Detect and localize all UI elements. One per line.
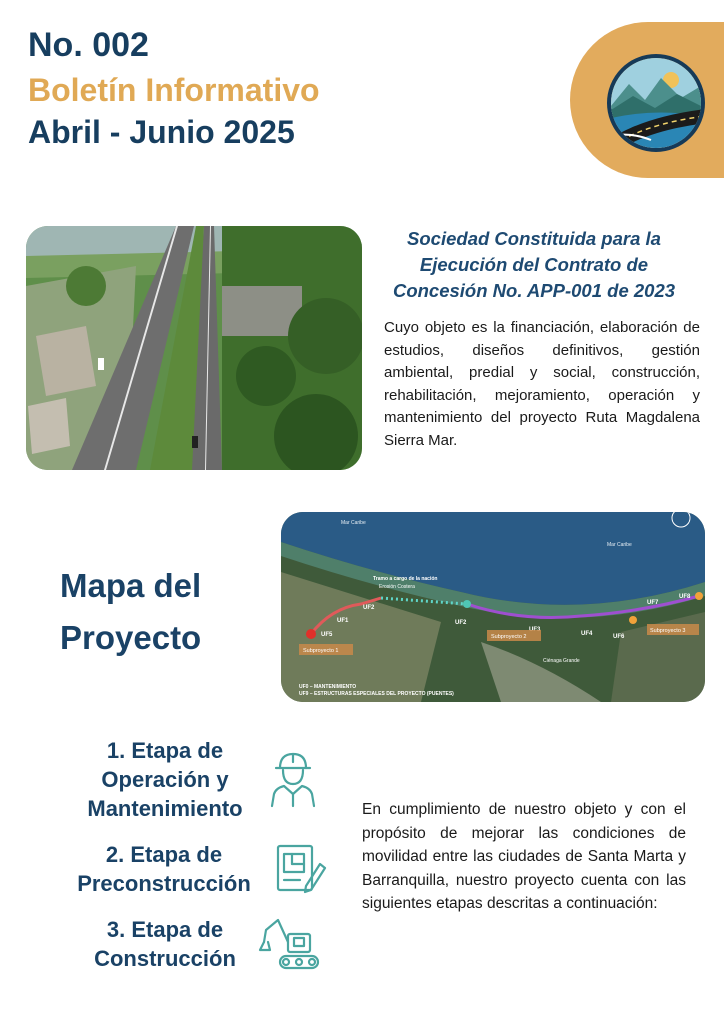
- stage-construction: [72, 915, 258, 973]
- map-marker-start: [306, 629, 316, 639]
- map-label-uf2-b: UF2: [455, 620, 467, 626]
- stage-1-line-2: Operación y: [101, 767, 229, 792]
- map-label-uf8: UF8: [679, 594, 691, 600]
- stage-3-line-1: 3. Etapa de: [106, 917, 224, 942]
- society-description: Cuyo objeto es la financiación, elaboración de estudios, diseños definitivos, gestión ambiental, predial y social, construcción, rehabilitación, mejoramiento, operación y mantenimiento del proyecto Ruta Magdalena Sierra Mar.: [384, 319, 700, 449]
- stage-operation-maintenance: [70, 736, 260, 823]
- stage-preconstruction: [64, 840, 264, 898]
- map-label-erosion: Erosión Costera: [379, 584, 415, 590]
- stage-2-line-1: 2. Etapa de: [105, 842, 223, 867]
- map-label-cienaga: Ciénaga Grande: [543, 658, 580, 664]
- map-marker-uf6: [629, 616, 637, 624]
- map-label-uf5: UF5: [321, 632, 333, 638]
- worker-icon: [268, 750, 318, 808]
- map-label-tramo: Tramo a cargo de la nación: [373, 576, 438, 582]
- bulletin-number: No. 002: [28, 26, 149, 64]
- compliance-paragraph: En cumplimiento de nuestro objeto y con el propósito de mejorar las condiciones de movilidad entre las ciudades de Santa Marta y Barranquilla, nuestro proyecto cuenta con las siguientes etapas descritas a continuación:: [362, 801, 686, 912]
- map-label-uf2-a: UF2: [363, 605, 375, 611]
- map-label-sea-left: Mar Caribe: [341, 520, 366, 526]
- map-label-uf4: UF4: [581, 631, 593, 637]
- map-title-line-2: Proyecto: [60, 619, 202, 656]
- map-label-subproyecto-3: Subproyecto 3: [650, 628, 686, 634]
- stage-3-line-2: Construcción: [94, 946, 236, 971]
- map-legend-uf0: UF0 – MANTENIMIENTO: [299, 684, 357, 690]
- stage-2-line-2: Preconstrucción: [77, 871, 251, 896]
- map-marker-end: [695, 592, 703, 600]
- society-title: Sociedad Constituida para la Ejecución del Contrato de Concesión No. APP-001 de 2023: [392, 228, 676, 301]
- map-marker-mid: [463, 600, 471, 608]
- project-map: [281, 512, 705, 702]
- bulletin-title: Boletín Informativo: [28, 72, 320, 108]
- stage-1-line-3: Mantenimiento: [87, 796, 243, 821]
- bulletin-period: Abril - Junio 2025: [28, 114, 295, 150]
- map-legend-uf9: UF9 – ESTRUCTURAS ESPECIALES DEL PROYECTO (PUENTES): [299, 691, 454, 697]
- map-label-uf7: UF7: [647, 600, 659, 606]
- company-logo: [607, 54, 705, 152]
- map-section-title: [60, 560, 201, 664]
- road-aerial-photo: [26, 226, 362, 470]
- map-title-line-1: Mapa del: [60, 567, 202, 604]
- map-label-uf1: UF1: [337, 618, 349, 624]
- map-label-sea-right: Mar Caribe: [607, 542, 632, 548]
- map-label-subproyecto-1: Subproyecto 1: [303, 648, 339, 654]
- map-label-subproyecto-2: Subproyecto 2: [491, 634, 527, 640]
- map-label-uf6: UF6: [613, 634, 625, 640]
- blueprint-icon: [274, 842, 328, 896]
- stage-1-line-1: 1. Etapa de: [106, 738, 224, 763]
- excavator-icon: [258, 912, 324, 972]
